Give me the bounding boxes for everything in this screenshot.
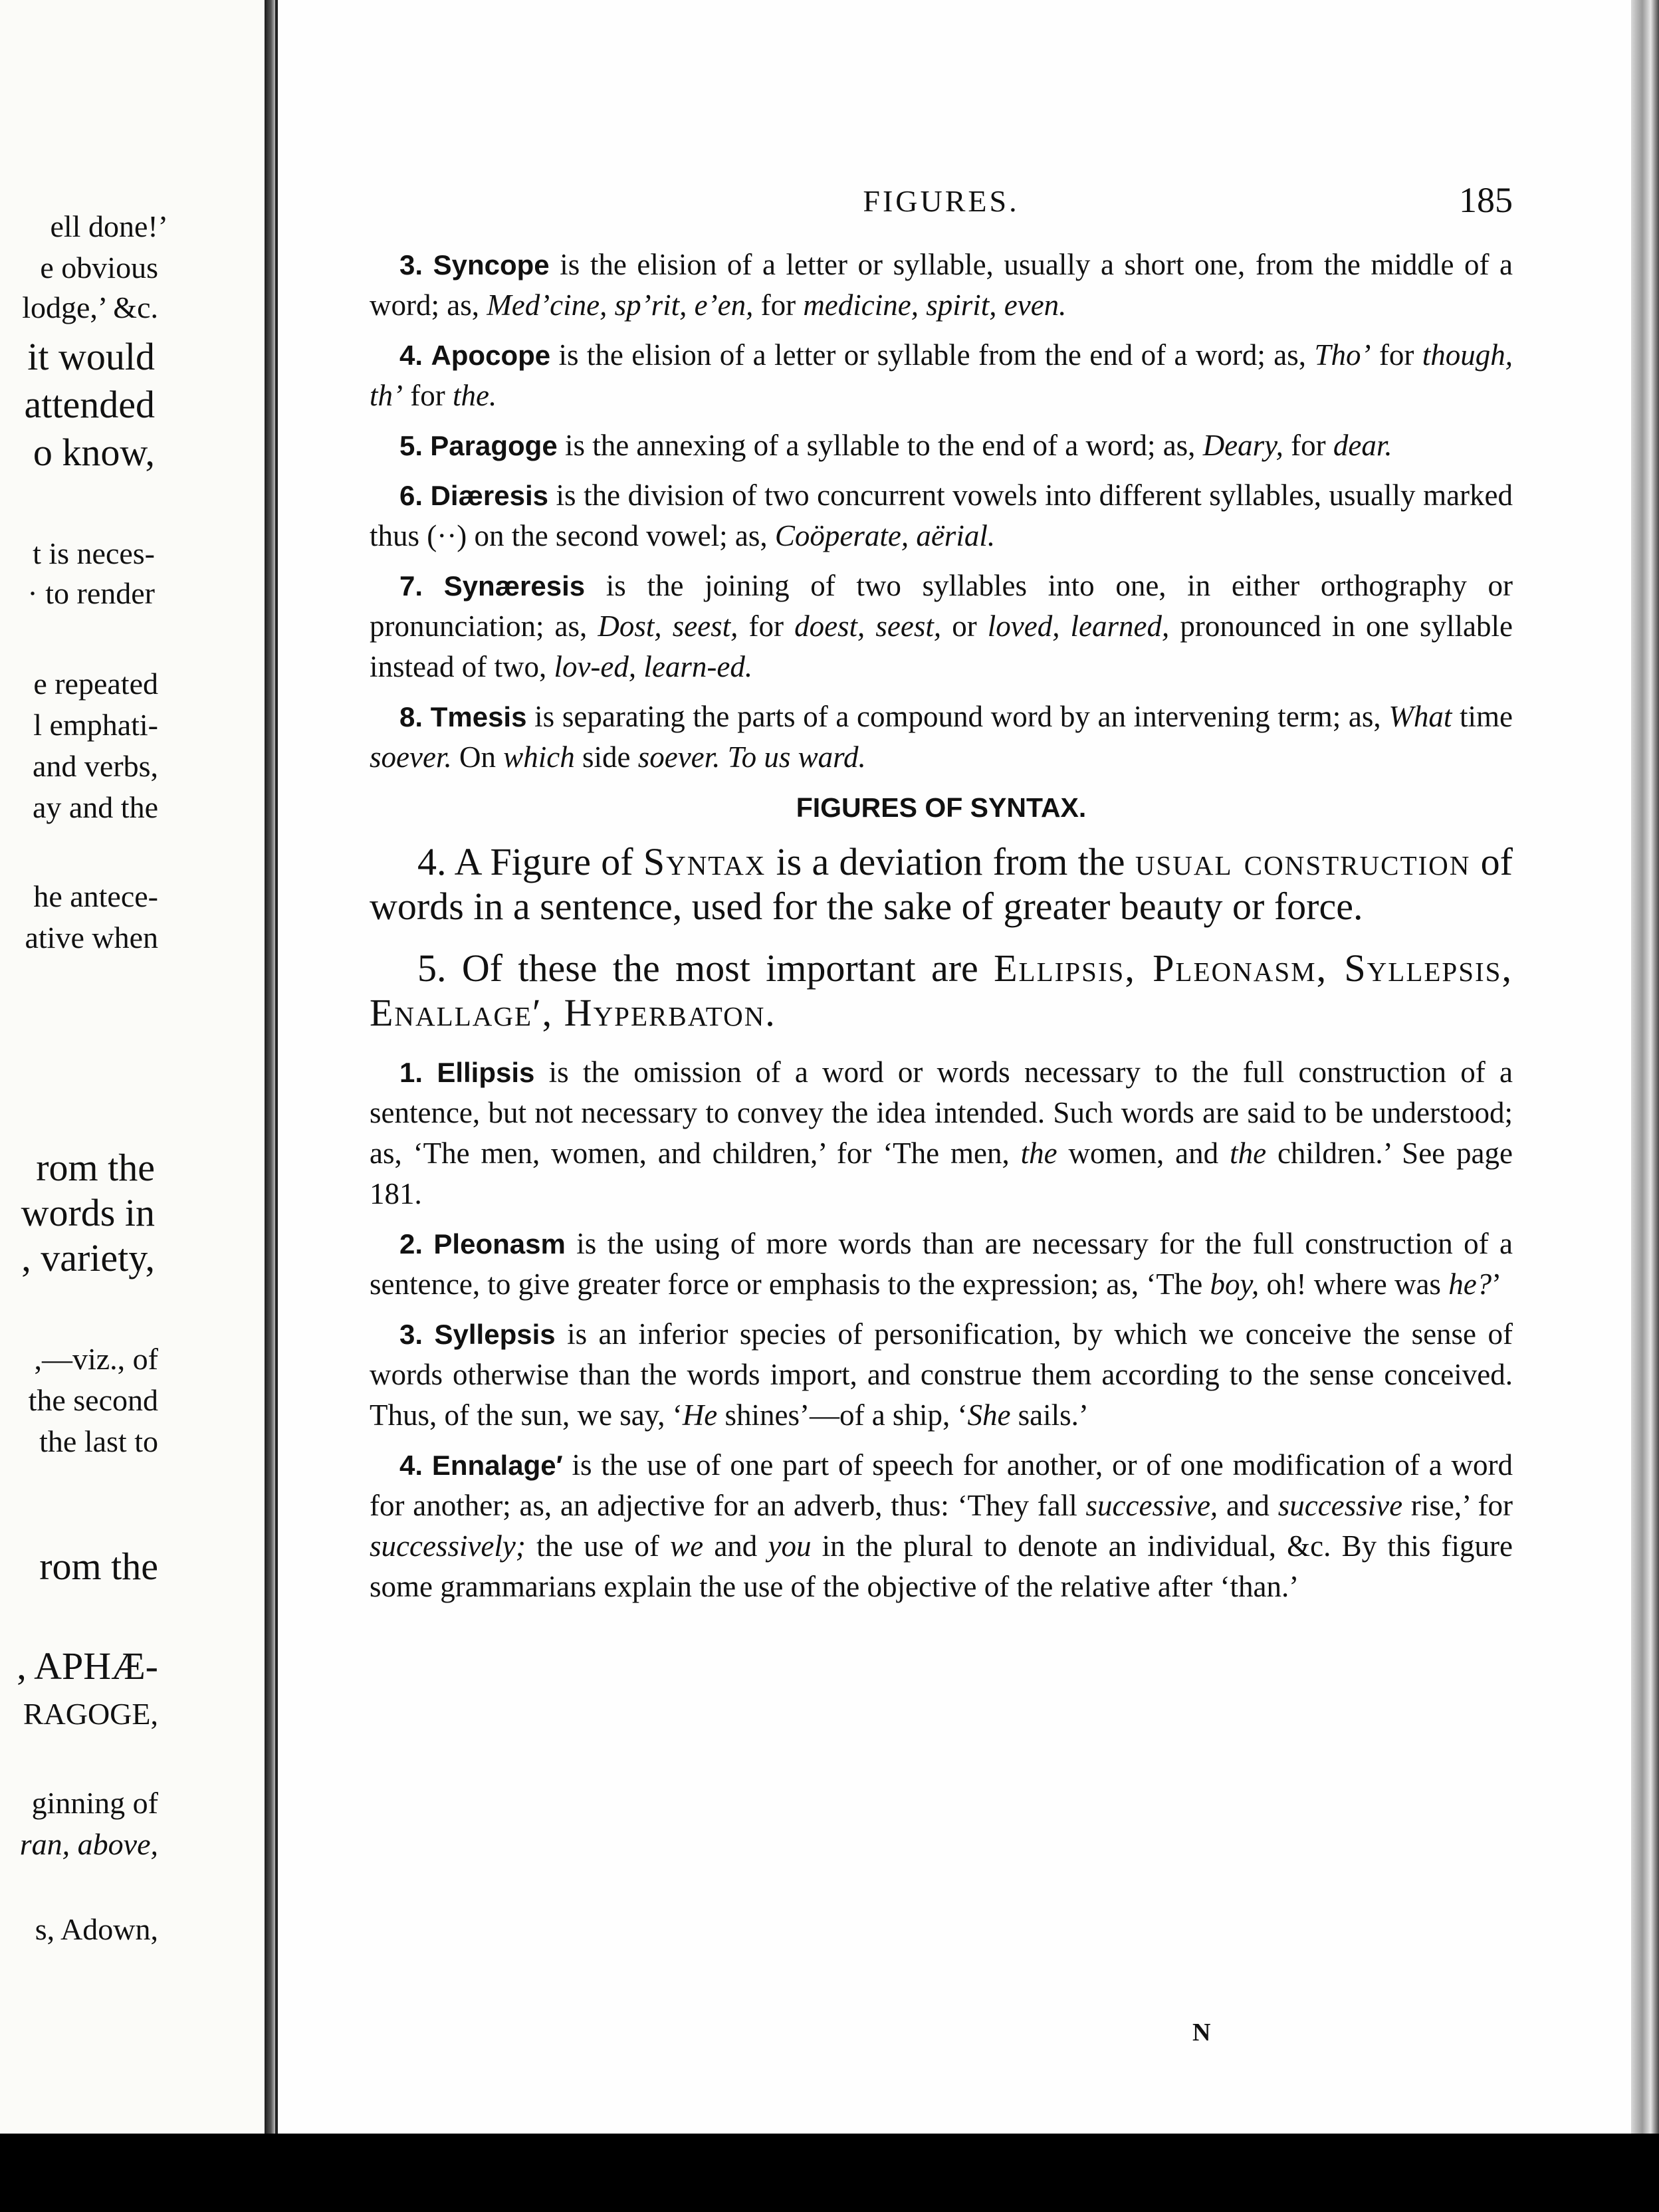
left-page-line: RAGOGE, <box>23 1697 158 1731</box>
left-page-line: l emphati- <box>33 708 158 742</box>
paragraph-tmesis <box>370 697 1513 778</box>
text-run: sails.’ <box>1010 1398 1089 1432</box>
text-run: pronounced in one syllable instead of two, <box>370 609 1513 683</box>
item-number: 3. <box>399 1319 423 1350</box>
term-syncope: Syncope <box>433 249 550 280</box>
left-page-line: rom the <box>36 1146 155 1189</box>
text-run: On <box>451 740 504 774</box>
text-run: ’ <box>1492 1268 1502 1301</box>
left-page-line: s, Adown, <box>35 1912 158 1946</box>
right-page <box>275 0 1631 2134</box>
text-run: 5. Of these the most important are <box>417 946 994 990</box>
example-italic: successively; <box>370 1529 526 1563</box>
item-number: 6. <box>399 480 423 511</box>
left-page-line: ay and the <box>32 790 158 824</box>
left-page-line: the last to <box>39 1424 158 1458</box>
left-page-line: attended <box>24 383 155 426</box>
text-run: children.’ See page 181. <box>370 1137 1513 1210</box>
item-number: 4. <box>399 340 423 371</box>
example-italic: soever. To us ward. <box>637 740 866 774</box>
paragraph-syncope <box>370 245 1513 326</box>
example-italic: She <box>967 1398 1011 1432</box>
example-italic: Med’cine, sp’rit, e’en, <box>487 288 754 322</box>
left-page-line: words in <box>21 1191 155 1234</box>
left-page-line: lodge,’ &c. <box>22 290 158 324</box>
page-text-block <box>370 179 1513 1616</box>
example-italic: What <box>1388 700 1452 733</box>
page-edge <box>1631 0 1659 2134</box>
paragraph-synaeresis <box>370 566 1513 687</box>
example-italic: loved, learned, <box>987 609 1170 643</box>
term-diaeresis: Diæresis <box>430 480 548 511</box>
term-syllepsis: Syllepsis <box>434 1319 556 1350</box>
left-page-line: ative when <box>25 921 158 954</box>
left-page-line: ,—viz., of <box>34 1342 158 1376</box>
small-caps-term: usual construction <box>1135 840 1471 883</box>
left-page-line: , variety, <box>21 1236 155 1279</box>
text-run: oh! where was <box>1259 1268 1449 1301</box>
example-italic: Dost, seest, <box>598 609 738 643</box>
item-number: 3. <box>399 249 423 280</box>
paragraph-apocope <box>370 335 1513 416</box>
small-caps-term: Ellipsis, Pleonasm, Syllepsis, Enallage′, Hyperbaton. <box>370 946 1513 1034</box>
example-italic: Tho’ <box>1314 338 1371 372</box>
example-italic: doest, seest, <box>794 609 942 643</box>
example-italic: Deary, <box>1202 429 1283 462</box>
paragraph-pleonasm <box>370 1224 1513 1305</box>
left-page-line: e obvious <box>40 251 158 284</box>
term-synaeresis: Synæresis <box>443 570 586 602</box>
example-italic: He <box>682 1398 718 1432</box>
left-page-line: rom the <box>39 1545 158 1588</box>
text-run: is the annexing of a syllable to the end of a word; as, <box>557 429 1203 462</box>
paragraph-enallage <box>370 1445 1513 1607</box>
example-italic: he? <box>1448 1268 1492 1301</box>
paragraph-syllepsis <box>370 1314 1513 1436</box>
item-number: 2. <box>399 1228 423 1260</box>
signature-mark: N <box>1192 2019 1211 2046</box>
term-ellipsis: Ellipsis <box>437 1057 535 1088</box>
paragraph-diaeresis <box>370 475 1513 556</box>
term-paragoge: Paragoge <box>430 430 558 461</box>
term-pleonasm: Pleonasm <box>433 1228 566 1260</box>
page-number: 185 <box>1459 180 1513 220</box>
text-run: side <box>574 740 638 774</box>
example-italic: dear. <box>1333 429 1392 462</box>
text-run: in the plural to denote an individual, &c. By this figure some grammarians explain the use of the objective of the relative after ‘than.’ <box>370 1529 1513 1603</box>
text-run: is the division of two concurrent vowels into different syllables, usually marked thus (··) on the second vowel; as, <box>370 479 1513 552</box>
example-italic: successive, <box>1085 1489 1218 1522</box>
item-number: 7. <box>399 570 423 602</box>
text-run: is the elision of a letter or syllable, usually a short one, from the middle of a word; as, <box>370 248 1513 322</box>
left-page-line: he antece- <box>33 879 158 913</box>
text-run: for <box>738 609 795 643</box>
text-run: for <box>1283 429 1333 462</box>
example-italic: medicine, spirit, even. <box>803 288 1067 322</box>
example-italic: Coöperate, aërial. <box>774 519 996 552</box>
text-run: rise,’ for <box>1402 1489 1513 1522</box>
text-run: and <box>703 1529 768 1563</box>
example-italic: soever. <box>370 740 452 774</box>
text-run: is the using of more words than are necessary for the full construction of a sentence, to give greater force or emphasis to the expression; as, ‘The <box>370 1227 1513 1301</box>
item-number: 4. <box>399 1450 423 1481</box>
left-page-line: o know, <box>33 431 155 474</box>
item-number: 5. <box>399 430 423 461</box>
left-page-line: , APHÆ- <box>17 1644 158 1688</box>
rule-4 <box>370 839 1513 929</box>
left-page-line: ginning of <box>31 1786 158 1820</box>
example-italic: the <box>1020 1137 1057 1170</box>
term-apocope: Apocope <box>431 340 551 371</box>
text-run: for <box>1371 338 1422 372</box>
left-page-line: ran, above, <box>19 1827 158 1861</box>
running-head <box>370 179 1513 219</box>
term-tmesis: Tmesis <box>430 701 527 732</box>
example-italic: lov-ed, learn-ed. <box>554 650 753 683</box>
text-run: or <box>941 609 988 643</box>
text-run: is the omission of a word or words necessary to the full construction of a sentence, but not necessary to convey the idea intended. Such words are said to be understood; as, ‘The men, women, and children,’ for ‘The men, <box>370 1055 1513 1170</box>
text-run: is the use of one part of speech for another, or of one modification of a word for another; as, an adjective for an adverb, thus: ‘They fall <box>370 1448 1513 1522</box>
rule-5 <box>370 946 1513 1035</box>
example-italic: though, th’ <box>370 338 1513 412</box>
text-run: 4. A Figure of <box>417 840 643 883</box>
text-run: for <box>403 379 453 412</box>
text-run: is separating the parts of a compound word by an intervening term; as, <box>526 700 1389 733</box>
text-run: women, and <box>1057 1137 1230 1170</box>
book-gutter <box>265 0 275 2134</box>
left-page-line: · to render <box>27 576 155 610</box>
term-enallage: Ennalage′ <box>431 1450 563 1481</box>
running-title: FIGURES. <box>863 184 1020 218</box>
example-italic: which <box>503 740 575 774</box>
example-italic: boy, <box>1210 1268 1260 1301</box>
small-caps-term: Syntax <box>643 840 766 883</box>
text-run: is the joining of two syllables into one, in either orthography or pronunciation; as, <box>370 569 1513 643</box>
text-run: is an inferior species of personification, by which we conceive the sense of words otherwise than the words import, and construe them according to the sense conceived. Thus, of the sun, we say, ‘ <box>370 1317 1513 1432</box>
text-run: of words in a sentence, used for the sake of greater beauty or force. <box>370 840 1513 928</box>
left-page-line: t is neces- <box>33 536 155 570</box>
text-run: shines’—of a ship, ‘ <box>717 1398 968 1432</box>
text-run: is a deviation from the <box>766 840 1135 883</box>
left-page-line: it would <box>27 335 155 378</box>
text-run: the use of <box>525 1529 671 1563</box>
example-italic: successive <box>1277 1489 1403 1522</box>
text-run: and <box>1218 1489 1278 1522</box>
example-italic: the <box>1230 1137 1267 1170</box>
item-number: 1. <box>399 1057 423 1088</box>
scan-background <box>0 2134 1659 2212</box>
left-facing-page <box>0 0 265 2134</box>
item-number: 8. <box>399 701 423 732</box>
left-page-line: e repeated <box>33 667 158 701</box>
example-italic: the. <box>452 379 497 412</box>
left-page-line: and verbs, <box>32 749 158 783</box>
example-italic: we <box>670 1529 704 1563</box>
section-heading: FIGURES OF SYNTAX. <box>796 792 1087 823</box>
paragraph-paragoge <box>370 425 1513 466</box>
left-page-line: the second <box>28 1383 158 1417</box>
text-run: time <box>1452 700 1513 733</box>
text-run: is the elision of a letter or syllable from the end of a word; as, <box>550 338 1315 372</box>
left-page-line: ell done!’ <box>50 209 168 243</box>
example-italic: you <box>768 1529 812 1563</box>
text-run: for <box>753 288 804 322</box>
paragraph-ellipsis <box>370 1052 1513 1214</box>
